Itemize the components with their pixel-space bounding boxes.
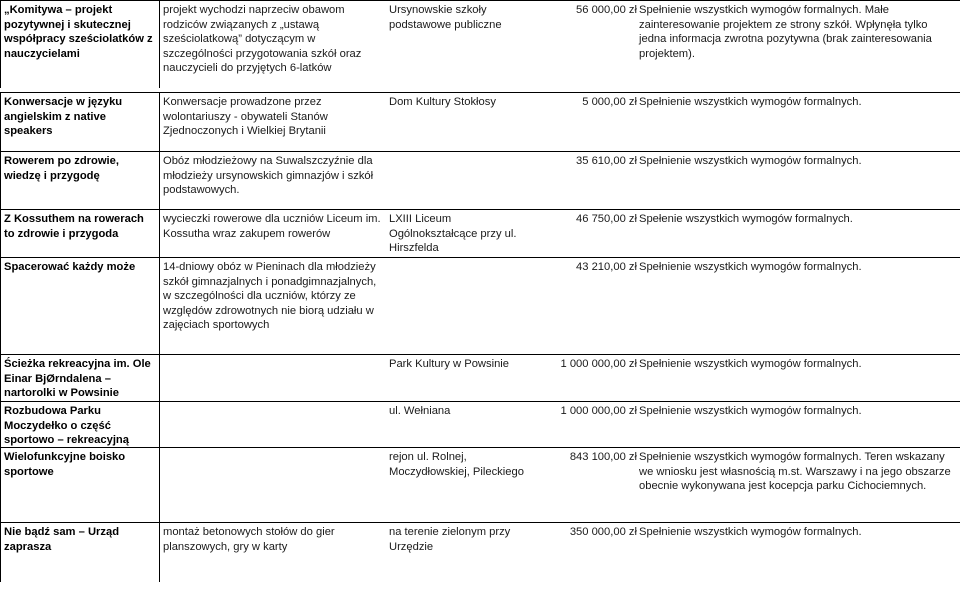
project-amount: 35 610,00 zł (576, 155, 637, 167)
table-row (0, 401, 960, 446)
table-row (0, 354, 960, 399)
project-description: Konwersacje prowadzone przez wolontariuszy - obywateli Stanów Zjednoczonych i Wielkiej Brytanii (163, 96, 328, 137)
column-divider (159, 0, 160, 88)
project-description: 14-dniowy obóz w Pieninach dla młodzieży szkół gimnazjalnych i ponadgimnazjalnych, w szczególności dla uczniów, którzy ze względów zdrowotnych nie biorą udziału w zajęciach sportowych (163, 261, 377, 331)
project-amount: 46 750,00 zł (576, 213, 637, 225)
project-amount: 350 000,00 zł (569, 526, 637, 538)
project-location: rejon ul. Rolnej, Moczydłowskiej, Pileckiego (389, 451, 524, 478)
project-description: montaż betonowych stołów do gier planszowych, gry w karty (163, 526, 335, 553)
table-border (0, 92, 1, 582)
project-location: Dom Kultury Stokłosy (389, 96, 496, 108)
project-assessment: Spełnienie wszystkich wymogów formalnych. Małe zainteresowanie projektem ze strony szkół. Wpłynęła tylko jedna informacja zwrotna pozytywna (brak zainteresowania projektem). (639, 4, 932, 60)
table-row (0, 447, 960, 510)
project-description: wycieczki rowerowe dla uczniów Liceum im. Kossutha wraz zakupem rowerów (163, 213, 381, 240)
project-amount: 5 000,00 zł (582, 96, 637, 108)
project-assessment: Spełnienie wszystkich wymogów formalnych. (639, 155, 862, 167)
table-border (0, 0, 1, 88)
project-amount: 1 000 000,00 zł (560, 405, 637, 417)
table-row (0, 522, 960, 583)
project-assessment: Spełnienie wszystkich wymogów formalnych. (639, 405, 862, 417)
project-assessment: Spełnienie wszystkich wymogów formalnych. (639, 526, 862, 538)
project-location: Ursynowskie szkoły podstawowe publiczne (389, 4, 502, 31)
project-description: projekt wychodzi naprzeciw obawom rodziców związanych z „ustawą sześciolatkową” dotyczącym w szczególności przygotowania szkół oraz nauczycieli do przyjętych 6-latków (163, 4, 362, 74)
project-name: Rozbudowa Parku Moczydełko o część sportowo – rekreacyjną (4, 405, 129, 446)
project-name: Nie bądź sam – Urząd zaprasza (4, 526, 120, 553)
project-assessment: Spełenie wszystkich wymogów formalnych. (639, 213, 853, 225)
project-amount: 43 210,00 zł (576, 261, 637, 273)
project-name: Ścieżka rekreacyjna im. Ole Einar BjØrndalena – nartorolki w Powsinie (4, 358, 151, 399)
table-row (0, 257, 960, 342)
project-assessment: Spełnienie wszystkich wymogów formalnych. Teren wskazany we wniosku jest własnością m.st. Warszawy i na jego obszarze obecnie wykonywana jest kocepcja parku Cichociemnych. (639, 451, 951, 492)
project-name: Rowerem po zdrowie, wiedzę i przygodę (4, 155, 119, 182)
column-divider (159, 92, 160, 582)
table-row (0, 151, 960, 208)
project-name: Spacerować każdy może (4, 261, 136, 273)
project-amount: 1 000 000,00 zł (560, 358, 637, 370)
project-location: Park Kultury w Powsinie (389, 358, 509, 370)
project-name: Z Kossuthem na rowerach to zdrowie i przygoda (4, 213, 144, 240)
project-description: Obóz młodzieżowy na Suwalszczyźnie dla młodzieży ursynowskich gimnazjów i szkół podstawowych. (163, 155, 374, 196)
table-row (0, 209, 960, 259)
project-assessment: Spełnienie wszystkich wymogów formalnych. (639, 96, 862, 108)
project-location: ul. Wełniana (389, 405, 451, 417)
table-row (0, 92, 960, 150)
project-name: Konwersacje w języku angielskim z native speakers (4, 96, 123, 137)
project-name: Wielofunkcyjne boisko sportowe (4, 451, 126, 478)
table-row (0, 0, 960, 89)
project-location: LXIII Liceum Ogólnokształcące przy ul. Hirszfelda (389, 213, 517, 254)
project-amount: 843 100,00 zł (569, 451, 637, 463)
project-assessment: Spełnienie wszystkich wymogów formalnych. (639, 358, 862, 370)
project-amount: 56 000,00 zł (576, 4, 637, 16)
project-location: na terenie zielonym przy Urzędzie (389, 526, 511, 553)
project-assessment: Spełnienie wszystkich wymogów formalnych. (639, 261, 862, 273)
project-name: „Komitywa – projekt pozytywnej i skutecznej współpracy sześciolatków z nauczycielami (4, 4, 153, 60)
